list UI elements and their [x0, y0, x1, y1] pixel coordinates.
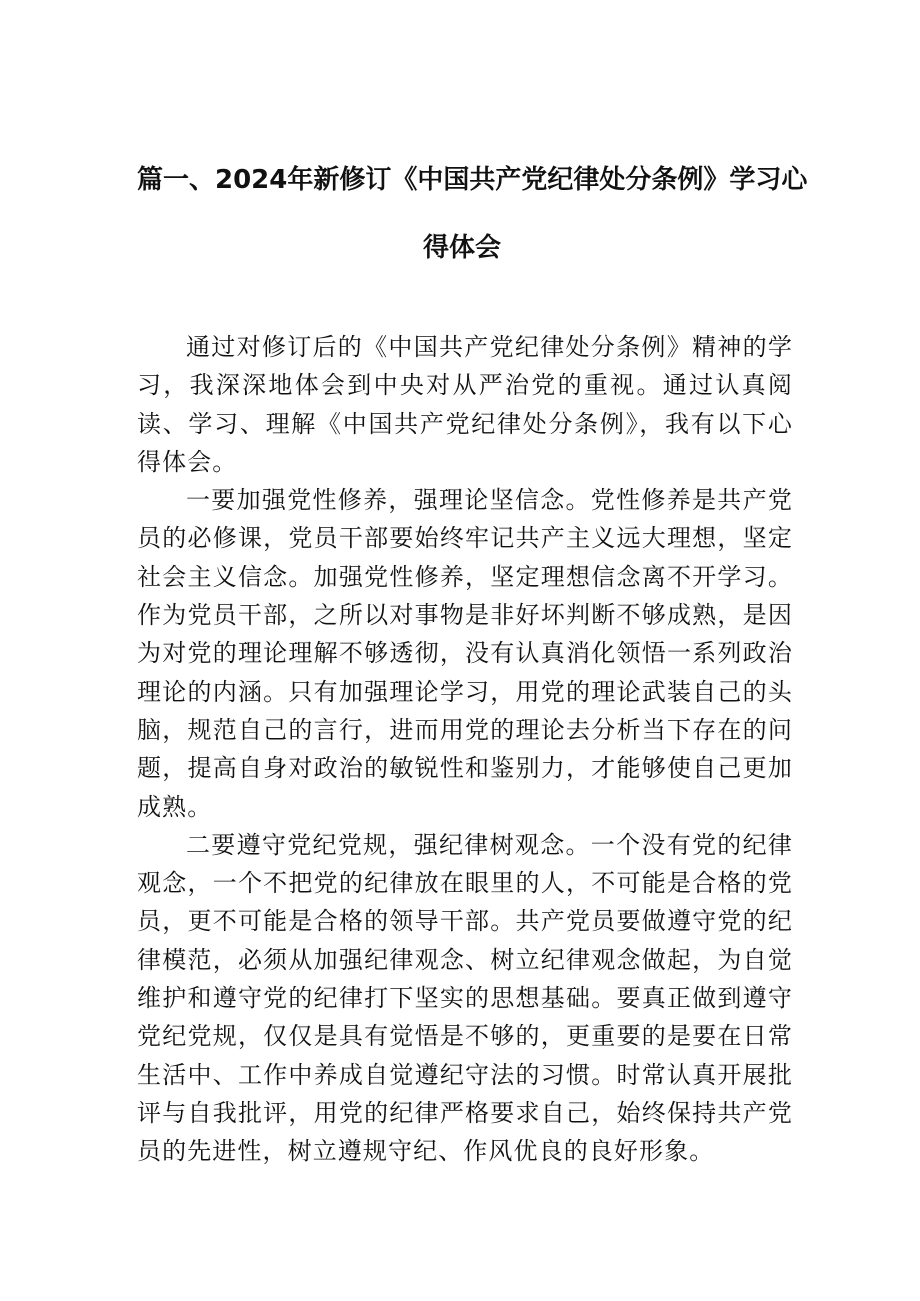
- document-body: [137, 328, 793, 1171]
- document-title-line-1: 篇一、2024年新修订《中国共产党纪律处分条例》学习心: [137, 165, 808, 195]
- paragraph-intro: 通过对修订后的《中国共产党纪律处分条例》精神的学习，我深深地体会到中央对从严治党的重视。通过认真阅读、学习、理解《中国共产党纪律处分条例》，我有以下心得体会。: [137, 333, 793, 476]
- paragraph-point-one: 一要加强党性修养，强理论坚信念。党性修养是共产党员的必修课，党员干部要始终牢记共产主义远大理想，坚定社会主义信念。加强党性修养，坚定理想信念离不开学习。作为党员干部，之所以对事物是非好坏判断不够成熟，是因为对党的理论理解不够透彻，没有认真消化领悟一系列政治理论的内涵。只有加强理论学习，用党的理论武装自己的头脑，规范自己的言行，进而用党的理论去分析当下存在的问题，提高自身对政治的敏锐性和鉴别力，才能够使自己更加成熟。: [137, 486, 793, 821]
- document-title-line-2: 得体会: [422, 233, 501, 263]
- paragraph-point-two: 二要遵守党纪党规，强纪律树观念。一个没有党的纪律观念，一个不把党的纪律放在眼里的人，不可能是合格的党员，更不可能是合格的领导干部。共产党员要做遵守党的纪律模范，必须从加强纪律观念、树立纪律观念做起，为自觉维护和遵守党的纪律打下坚实的思想基础。要真正做到遵守党纪党规，仅仅是具有觉悟是不够的，更重要的是要在日常生活中、工作中养成自觉遵纪守法的习惯。时常认真开展批评与自我批评，用党的纪律严格要求自己，始终保持共产党员的先进性，树立遵规守纪、作风优良的良好形象。: [137, 830, 793, 1166]
